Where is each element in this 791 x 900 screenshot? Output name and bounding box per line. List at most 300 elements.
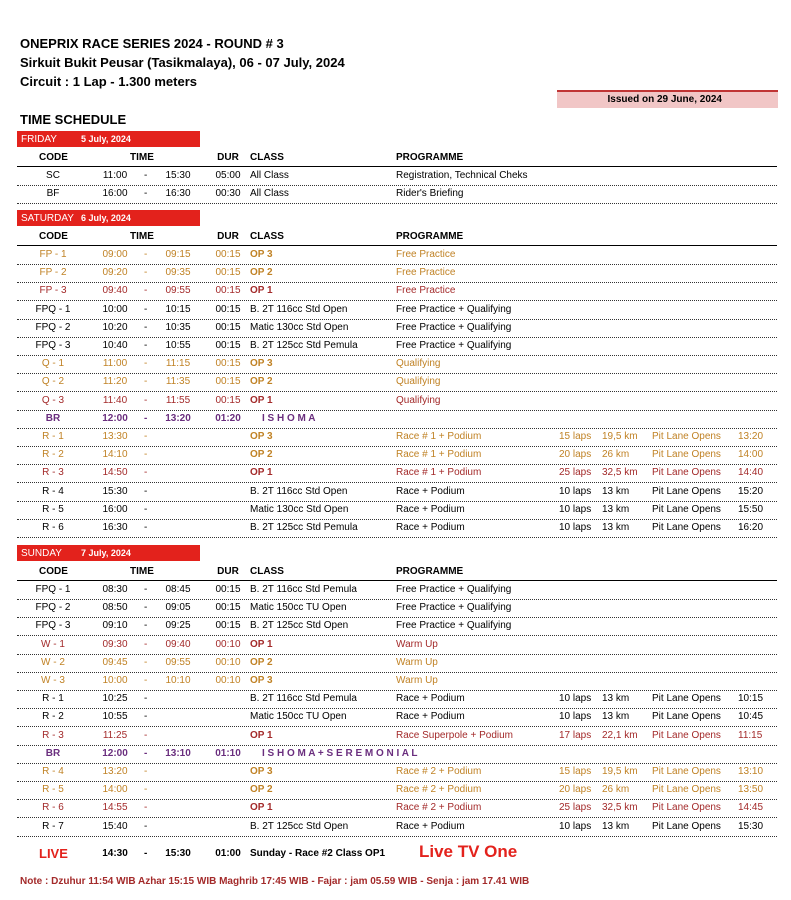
venue-dates: Sirkuit Bukit Peusar (Tasikmalaya), 06 - 07 July, 2024 [20,55,345,70]
pit-lane-cell: Pit Lane Opens [652,467,721,479]
pit-open-time: 15:30 [738,820,764,832]
time-dash: - [144,503,148,515]
programme-cell: Race # 2 + Podium [396,802,482,814]
column-header-class: CLASS [250,231,284,242]
duration: 00:15 [215,620,241,632]
class-cell: OP 2 [250,267,273,279]
end-time: 10:55 [165,340,191,351]
column-headers [17,148,777,167]
issued-date: Issued on 29 June, 2024 [557,92,778,108]
class-cell: I S H O M A [262,412,316,424]
schedule-row [17,799,777,818]
time-dash: - [144,638,148,650]
day-date: 7 July, 2024 [81,548,131,558]
pit-lane-cell: Pit Lane Opens [652,784,721,796]
programme-cell: Race + Podium [396,820,465,832]
circuit-info: Circuit : 1 Lap - 1.300 meters [20,74,198,89]
column-header-class: CLASS [250,152,284,163]
class-cell: OP 1 [250,802,273,814]
pit-open-time: 14:40 [738,467,764,479]
end-time: 09:35 [165,267,191,279]
code-cell: R - 6 [42,802,64,814]
time-dash: - [144,711,148,723]
distance-cell: 32,5 km [602,467,638,479]
duration: 00:15 [215,358,241,370]
schedule-row [17,410,777,429]
end-time: 09:25 [165,620,191,632]
programme-cell: Free Practice [396,267,456,279]
programme-cell: Race # 2 + Podium [396,766,482,777]
duration: 00:15 [215,376,241,388]
pit-open-time: 10:15 [738,693,764,705]
schedule-row [17,654,777,673]
start-time: 10:00 [102,303,128,315]
programme-cell: Qualifying [396,358,441,370]
start-time: 12:00 [102,747,128,759]
start-time: 08:50 [102,602,128,614]
laps-cell: 10 laps [559,485,592,497]
class-cell: OP 1 [250,467,273,479]
start-time: 15:30 [102,485,128,497]
time-dash: - [144,675,148,686]
class-cell: OP 1 [250,285,273,297]
column-header-programme: PROGRAMME [396,566,464,577]
start-time: 09:20 [102,267,128,279]
programme-cell: Free Practice [396,285,456,297]
duration: 00:15 [215,249,241,260]
code-cell: FPQ - 3 [35,340,71,351]
pit-open-time: 13:50 [738,784,764,796]
schedule-row [17,301,777,320]
time-dash: - [144,267,148,279]
duration: 00:10 [215,656,241,668]
pit-lane-cell: Pit Lane Opens [652,729,721,741]
schedule-row [17,392,777,411]
class-cell: Matic 130cc Std Open [250,503,349,515]
code-cell: BF [46,188,60,200]
start-time: 09:30 [102,638,128,650]
duration: 00:10 [215,638,241,650]
code-cell: R - 4 [42,766,64,777]
pit-lane-cell: Pit Lane Opens [652,766,721,777]
time-dash: - [144,656,148,668]
code-cell: FPQ - 2 [35,321,71,333]
duration: 00:10 [215,675,241,686]
code-cell: R - 5 [42,784,64,796]
class-cell: OP 1 [250,638,273,650]
laps-cell: 10 laps [559,503,592,515]
duration: 00:15 [215,303,241,315]
programme-cell: Race # 1 + Podium [396,467,482,479]
live-dash: - [144,848,148,859]
day-date: 5 July, 2024 [81,134,131,144]
start-time: 14:10 [102,449,128,461]
schedule-row [17,319,777,338]
class-cell: B. 2T 116cc Std Open [250,303,348,315]
class-cell: OP 3 [250,249,273,260]
day-header-saturday [17,210,200,226]
programme-cell: Free Practice + Qualifying [396,584,512,595]
column-header-time: TIME [130,231,154,242]
end-time: 09:55 [165,656,191,668]
code-cell: R - 7 [42,820,64,832]
duration: 00:15 [215,285,241,297]
pit-lane-cell: Pit Lane Opens [652,693,721,705]
code-cell: FPQ - 3 [35,620,71,632]
start-time: 11:00 [102,358,128,370]
start-time: 09:45 [102,656,128,668]
laps-cell: 10 laps [559,693,592,705]
pit-open-time: 15:20 [738,485,764,497]
schedule-row [17,264,777,283]
duration: 00:30 [215,188,241,200]
end-time: 11:55 [165,394,191,406]
class-cell: B. 2T 125cc Std Open [250,820,349,832]
time-dash: - [144,820,148,832]
code-cell: R - 6 [42,522,64,533]
class-cell: I S H O M A + S E R E M O N I A L [262,747,418,759]
class-cell: OP 3 [250,675,273,686]
end-time: 10:15 [165,303,191,315]
pit-open-time: 11:15 [738,729,763,741]
distance-cell: 13 km [602,522,630,533]
time-dash: - [144,802,148,814]
programme-cell: Registration, Technical Cheks [396,170,528,181]
time-dash: - [144,412,148,424]
distance-cell: 26 km [602,449,630,461]
end-time: 09:40 [165,638,191,650]
column-header-code: CODE [39,566,68,577]
pit-open-time: 13:20 [738,431,764,442]
time-dash: - [144,431,148,442]
code-cell: Q - 1 [41,358,65,370]
code-cell: FP - 3 [39,285,67,297]
class-cell: B. 2T 116cc Std Open [250,485,348,497]
day-header-friday [17,131,200,147]
time-dash: - [144,394,148,406]
time-dash: - [144,747,148,759]
end-time: 10:35 [165,321,191,333]
schedule-row [17,818,777,837]
class-cell: Matic 150cc TU Open [250,711,347,723]
programme-cell: Free Practice + Qualifying [396,303,512,315]
duration: 01:20 [215,412,241,424]
time-dash: - [144,584,148,595]
laps-cell: 20 laps [559,784,592,796]
programme-cell: Free Practice + Qualifying [396,321,512,333]
programme-cell: Free Practice + Qualifying [396,620,512,632]
start-time: 11:00 [102,170,128,181]
end-time: 11:35 [165,376,191,388]
distance-cell: 19,5 km [602,766,638,777]
live-start: 14:30 [102,848,128,859]
end-time: 15:30 [165,170,191,181]
time-dash: - [144,449,148,461]
column-header-class: CLASS [250,566,284,577]
start-time: 10:25 [102,693,128,705]
start-time: 11:40 [102,394,128,406]
schedule-row [17,690,777,709]
start-time: 16:30 [102,522,128,533]
class-cell: OP 2 [250,784,273,796]
programme-cell: Warm Up [396,675,438,686]
code-cell: FPQ - 1 [35,303,71,315]
time-dash: - [144,249,148,260]
start-time: 10:00 [102,675,128,686]
column-header-programme: PROGRAMME [396,231,464,242]
programme-cell: Race Superpole + Podium [396,729,514,741]
code-cell: R - 2 [42,449,64,461]
code-cell: SC [46,170,60,181]
laps-cell: 17 laps [559,729,592,741]
code-cell: R - 1 [42,693,64,705]
pit-lane-cell: Pit Lane Opens [652,449,721,461]
schedule-row [17,246,777,265]
laps-cell: 10 laps [559,522,592,533]
code-cell: Q - 2 [41,376,65,388]
start-time: 11:25 [102,729,128,741]
programme-cell: Warm Up [396,638,438,650]
pit-open-time: 10:45 [738,711,764,723]
programme-cell: Free Practice + Qualifying [396,602,512,614]
code-cell: R - 4 [42,485,64,497]
code-cell: FPQ - 1 [35,584,71,595]
schedule-row [17,617,777,636]
laps-cell: 25 laps [559,467,592,479]
start-time: 13:30 [102,431,128,442]
schedule-row [17,727,777,746]
start-time: 13:20 [102,766,128,777]
column-header-time: TIME [130,566,154,577]
start-time: 09:10 [102,620,128,632]
time-dash: - [144,485,148,497]
duration: 00:15 [215,394,241,406]
code-cell: R - 3 [42,729,64,741]
programme-cell: Race # 2 + Podium [396,784,482,796]
start-time: 14:00 [102,784,128,796]
laps-cell: 25 laps [559,802,592,814]
end-time: 09:15 [165,249,191,260]
code-cell: FP - 1 [39,249,67,260]
pit-lane-cell: Pit Lane Opens [652,431,721,442]
prayer-times-note: Note : Dzuhur 11:54 WIB Azhar 15:15 WIB Maghrib 17:45 WIB - Fajar : jam 05.59 WIB - Senja : jam 17.41 WIB [20,876,530,887]
time-dash: - [144,170,148,181]
code-cell: Q - 3 [41,394,65,406]
end-time: 16:30 [165,188,191,200]
column-header-dur: DUR [217,152,239,163]
laps-cell: 15 laps [559,431,592,442]
class-cell: B. 2T 125cc Std Pemula [250,340,358,351]
schedule-row [17,672,777,691]
programme-cell: Race # 1 + Podium [396,449,482,461]
time-dash: - [144,620,148,632]
pit-lane-cell: Pit Lane Opens [652,820,721,832]
duration: 05:00 [215,170,241,181]
distance-cell: 13 km [602,820,630,832]
code-cell: BR [45,412,61,424]
schedule-row [17,581,777,600]
schedule-row [17,185,777,204]
code-cell: W - 2 [41,656,65,668]
day-header-sunday [17,545,200,561]
pit-open-time: 14:45 [738,802,764,814]
live-label: LIVE [39,846,68,861]
programme-cell: Race + Podium [396,503,465,515]
class-cell: OP 3 [250,766,273,777]
pit-open-time: 14:00 [738,449,764,461]
column-header-code: CODE [39,231,68,242]
class-cell: B. 2T 125cc Std Pemula [250,522,358,533]
time-dash: - [144,376,148,388]
time-dash: - [144,522,148,533]
time-dash: - [144,188,148,200]
schedule-title: TIME SCHEDULE [20,112,127,127]
start-time: 09:40 [102,285,128,297]
live-end: 15:30 [165,848,191,859]
end-time: 08:45 [165,584,191,595]
start-time: 14:50 [102,467,128,479]
end-time: 09:55 [165,285,191,297]
code-cell: BR [45,747,61,759]
schedule-row [17,501,777,520]
class-cell: Matic 130cc Std Open [250,321,349,333]
code-cell: FP - 2 [39,267,67,279]
laps-cell: 15 laps [559,766,592,777]
schedule-row [17,167,777,186]
code-cell: FPQ - 2 [35,602,71,614]
column-header-time: TIME [130,152,154,163]
time-dash: - [144,784,148,796]
day-name: SUNDAY [21,548,62,559]
distance-cell: 13 km [602,693,630,705]
schedule-row [17,355,777,374]
start-time: 14:55 [102,802,128,814]
end-time: 09:05 [165,602,191,614]
live-row [17,846,777,862]
pit-lane-cell: Pit Lane Opens [652,522,721,533]
class-cell: OP 1 [250,394,273,406]
programme-cell: Qualifying [396,394,441,406]
end-time: 11:15 [165,358,191,370]
start-time: 16:00 [102,188,128,200]
start-time: 08:30 [102,584,128,595]
time-dash: - [144,766,148,777]
laps-cell: 10 laps [559,820,592,832]
class-cell: B. 2T 125cc Std Open [250,620,349,632]
start-time: 16:00 [102,503,128,515]
code-cell: R - 5 [42,503,64,515]
end-time: 13:10 [165,747,191,759]
class-cell: OP 2 [250,449,273,461]
pit-lane-cell: Pit Lane Opens [652,802,721,814]
start-time: 10:40 [102,340,128,351]
class-cell: OP 2 [250,656,273,668]
programme-cell: Race + Podium [396,711,465,723]
schedule-row [17,781,777,800]
schedule-row [17,763,777,782]
column-header-dur: DUR [217,566,239,577]
pit-open-time: 15:50 [738,503,764,515]
start-time: 09:00 [102,249,128,260]
live-tv-channel: Live TV One [419,842,518,861]
time-dash: - [144,602,148,614]
time-dash: - [144,467,148,479]
distance-cell: 19,5 km [602,431,638,442]
schedule-row [17,464,777,483]
schedule-row [17,282,777,301]
duration: 00:15 [215,340,241,351]
pit-lane-cell: Pit Lane Opens [652,711,721,723]
programme-cell: Race + Podium [396,693,465,705]
class-cell: B. 2T 116cc Std Pemula [250,693,357,705]
schedule-row [17,373,777,392]
class-cell: OP 2 [250,376,273,388]
column-headers [17,562,777,581]
duration: 01:10 [215,747,241,759]
start-time: 10:55 [102,711,128,723]
day-name: FRIDAY [21,134,57,145]
schedule-row [17,745,777,764]
column-header-code: CODE [39,152,68,163]
live-description: Sunday - Race #2 Class OP1 [250,848,386,859]
time-dash: - [144,285,148,297]
duration: 00:15 [215,321,241,333]
event-title: ONEPRIX RACE SERIES 2024 - ROUND # 3 [20,36,284,51]
column-header-dur: DUR [217,231,239,242]
start-time: 11:20 [102,376,128,388]
start-time: 12:00 [102,412,128,424]
duration: 00:15 [215,267,241,279]
schedule-row [17,446,777,465]
class-cell: OP 3 [250,358,273,370]
pit-lane-cell: Pit Lane Opens [652,485,721,497]
time-dash: - [144,693,148,705]
schedule-row [17,599,777,618]
distance-cell: 32,5 km [602,802,638,814]
class-cell: All Class [250,188,289,200]
time-dash: - [144,303,148,315]
distance-cell: 13 km [602,485,630,497]
programme-cell: Rider's Briefing [396,188,464,200]
distance-cell: 22,1 km [602,729,638,741]
code-cell: W - 3 [41,675,65,686]
time-dash: - [144,358,148,370]
schedule-row [17,636,777,655]
code-cell: W - 1 [41,638,65,650]
class-cell: All Class [250,170,289,181]
programme-cell: Free Practice + Qualifying [396,340,512,351]
schedule-row [17,428,777,447]
programme-cell: Race # 1 + Podium [396,431,482,442]
programme-cell: Race + Podium [396,522,465,533]
distance-cell: 13 km [602,503,630,515]
time-dash: - [144,340,148,351]
schedule-row [17,519,777,538]
programme-cell: Free Practice [396,249,456,260]
programme-cell: Qualifying [396,376,441,388]
schedule-row [17,337,777,356]
day-date: 6 July, 2024 [81,213,131,223]
code-cell: R - 1 [42,431,64,442]
day-name: SATURDAY [21,213,74,224]
column-header-programme: PROGRAMME [396,152,464,163]
pit-open-time: 16:20 [738,522,764,533]
class-cell: Matic 150cc TU Open [250,602,347,614]
class-cell: OP 3 [250,431,273,442]
end-time: 10:10 [165,675,191,686]
class-cell: B. 2T 116cc Std Pemula [250,584,357,595]
programme-cell: Warm Up [396,656,438,668]
